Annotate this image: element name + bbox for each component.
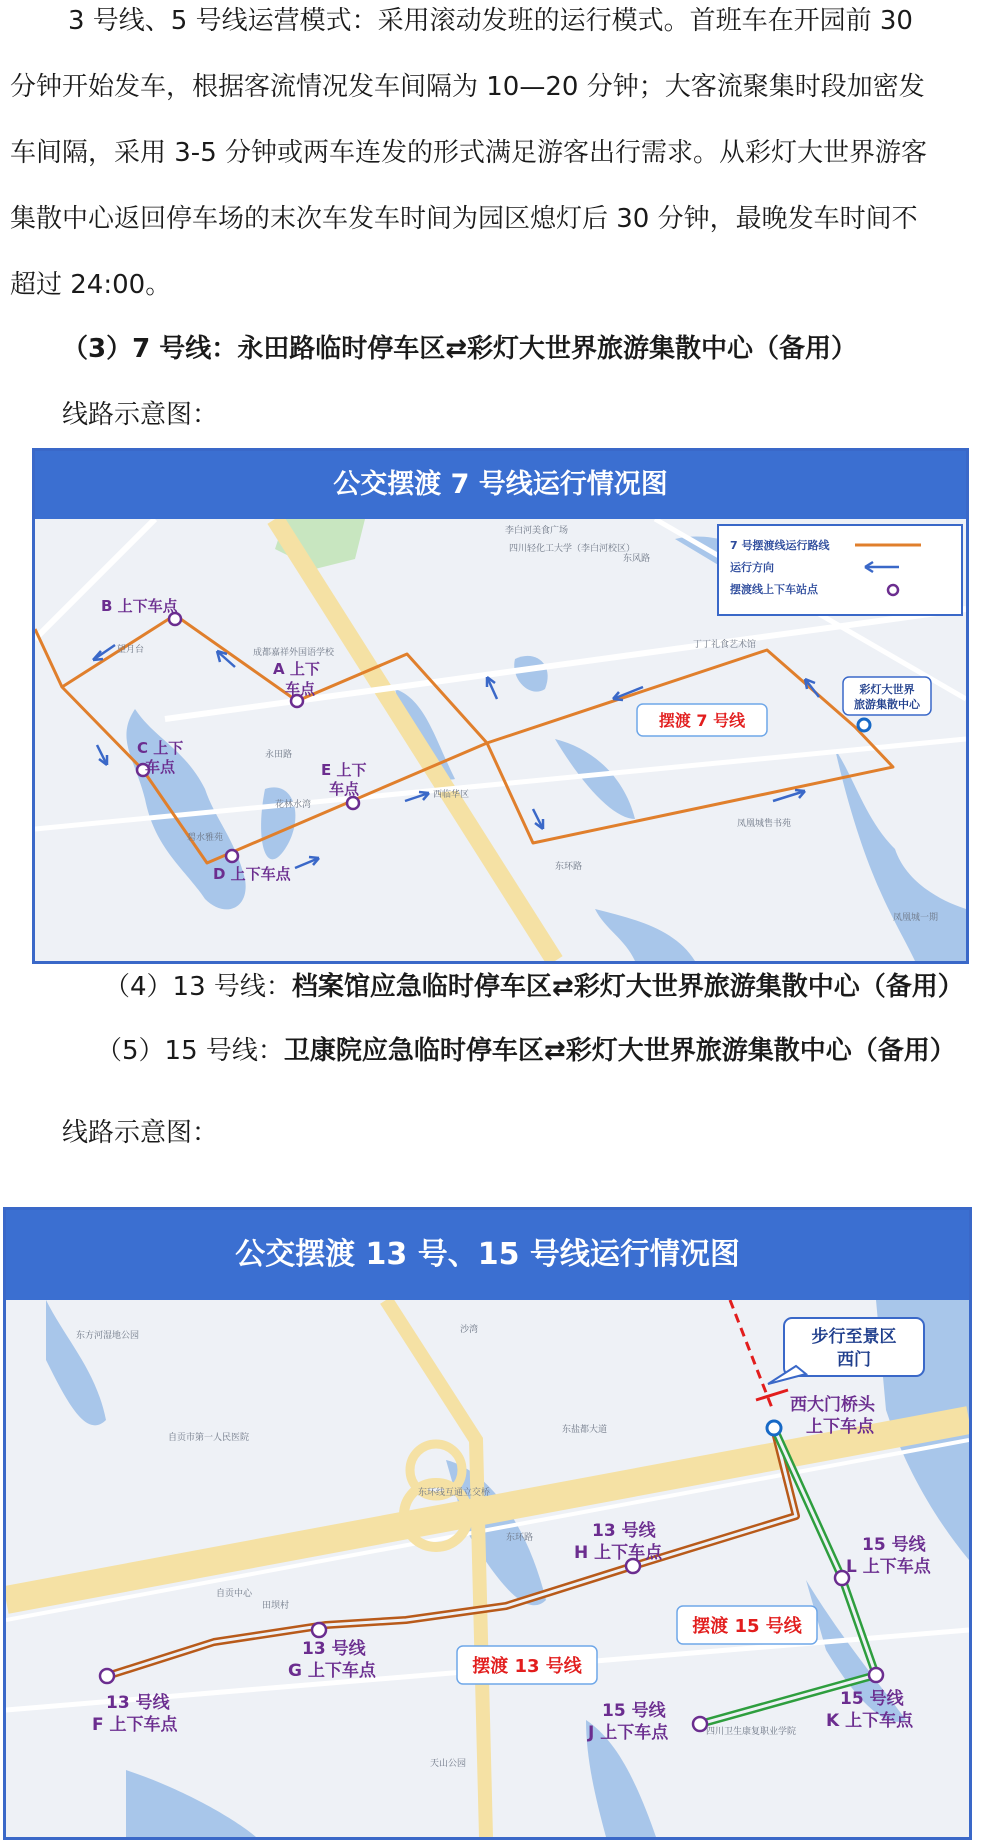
map-label: 东风路 — [623, 554, 651, 564]
stop-j-label: J 上下车点 — [588, 1723, 669, 1743]
gate-stop-label: 上下车点 — [806, 1417, 874, 1437]
map-label: 四川卫生康复职业学院 — [706, 1727, 797, 1737]
stop-a-label: A 上下 — [273, 660, 320, 678]
stop-g-marker[interactable] — [312, 1623, 326, 1637]
stop-center-marker[interactable] — [858, 719, 870, 731]
map-line13-15-canvas — [6, 1300, 969, 1837]
map-label: 东环路 — [506, 1533, 534, 1543]
line7-prefix: （3）7 号线： — [62, 334, 238, 364]
legend-stop-label: 摆渡线上下车站点 — [730, 583, 818, 596]
stop-c-label: 车点 — [145, 758, 176, 776]
map-title: 公交摆渡 13 号、15 号线运行情况图 — [6, 1210, 969, 1300]
line15-route: 卫康院应急临时停车区⇄彩灯大世界旅游集散中心（备用） — [283, 1036, 956, 1066]
map-label: 沙湾 — [460, 1325, 479, 1335]
map-line7-canvas — [35, 519, 966, 961]
route13-label: 摆渡 13 号线 — [472, 1656, 582, 1677]
stop-f-marker[interactable] — [100, 1669, 114, 1683]
map-label: 李白河美食广场 — [505, 526, 569, 536]
stop-circle-icon — [888, 585, 898, 595]
stop-h-label: 13 号线 — [592, 1521, 656, 1541]
stop-e-label: 车点 — [329, 780, 360, 798]
map-label: 四川轻化工大学（李白河校区） — [509, 544, 636, 554]
legend-route-label: 7 号摆渡线运行路线 — [730, 539, 830, 552]
intro-line: 超过 24:00。 — [10, 270, 172, 300]
line7-route: 永田路临时停车区⇄彩灯大世界旅游集散中心（备用） — [237, 334, 858, 364]
legend-direction-label: 运行方向 — [730, 561, 774, 574]
map-label: 东环线互通立交桥 — [418, 1488, 491, 1498]
line7-heading — [62, 328, 857, 365]
intro-line: 3 号线、5 号线运营模式：采用滚动发班的运行模式。首班车在开园前 30 — [68, 6, 913, 36]
stop-l-label: L 上下车点 — [846, 1557, 931, 1577]
map-label: 自贡中心 — [216, 1589, 253, 1599]
diagram-label: 线路示意图： — [62, 1118, 219, 1148]
stop-c-label: C 上下 — [137, 739, 184, 757]
stop-e-label: E 上下 — [321, 761, 367, 779]
stop-a-label: 车点 — [285, 680, 316, 698]
map-label: 东盐都大道 — [562, 1425, 608, 1435]
map-label: 东方河湿地公园 — [76, 1331, 140, 1341]
route-label: 摆渡 7 号线 — [658, 711, 746, 730]
stop-f-label: F 上下车点 — [92, 1715, 178, 1735]
map-label: 成都嘉祥外国语学校 — [253, 648, 335, 658]
map-label: 东环路 — [555, 862, 583, 872]
map-label: 天山公园 — [430, 1759, 467, 1769]
stop-g-label: G 上下车点 — [288, 1661, 376, 1681]
gate-stop-label: 西大门桥头 — [790, 1395, 875, 1415]
map-label: 自贡市第一人民医院 — [168, 1433, 250, 1443]
map-line13-15 — [3, 1207, 972, 1840]
intro-line: 分钟开始发车，根据客流情况发车间隔为 10—20 分钟；大客流聚集时段加密发 — [10, 72, 925, 102]
stop-l-label: 15 号线 — [862, 1535, 926, 1555]
map-label: 望月台 — [117, 645, 145, 655]
route15-label: 摆渡 15 号线 — [692, 1616, 802, 1637]
stop-j-marker[interactable] — [693, 1717, 707, 1731]
map-label: 丁丁礼食艺术馆 — [693, 640, 757, 650]
stop-d-label: D 上下车点 — [213, 865, 291, 883]
stop-f-label: 13 号线 — [106, 1693, 170, 1713]
stop-k-label: K 上下车点 — [826, 1711, 914, 1731]
stop-j-label: 15 号线 — [602, 1701, 666, 1721]
map-label: 凤凰城售书苑 — [737, 819, 792, 829]
intro-line: 车间隔，采用 3-5 分钟或两车连发的形式满足游客出行需求。从彩灯大世界游客 — [10, 138, 927, 168]
stop-d-marker[interactable] — [226, 850, 238, 862]
map-label: 花林水湾 — [275, 800, 312, 810]
line15-heading — [96, 1030, 956, 1067]
stop-g-label: 13 号线 — [302, 1639, 366, 1659]
walk-label: 步行至景区 — [811, 1327, 897, 1347]
stop-b-label: B 上下车点 — [101, 597, 178, 615]
walk-label: 西门 — [837, 1350, 871, 1370]
intro-line: 集散中心返回停车场的末次车发车时间为园区熄灯后 30 分钟，最晚发车时间不 — [10, 204, 918, 234]
line13-heading — [104, 966, 964, 1003]
map-label: 碧水雅苑 — [187, 833, 224, 843]
stop-gate-marker[interactable] — [767, 1421, 781, 1435]
map-label: 西临华区 — [433, 790, 470, 800]
center-label: 彩灯大世界 — [859, 683, 915, 696]
line15-prefix: （5）15 号线： — [96, 1036, 284, 1066]
stop-k-label: 15 号线 — [840, 1689, 904, 1709]
stop-e-marker[interactable] — [347, 797, 359, 809]
diagram-label: 线路示意图： — [62, 400, 219, 430]
line13-prefix: （4）13 号线： — [104, 972, 292, 1002]
intro-paragraph — [10, 0, 985, 318]
center-label: 旅游集散中心 — [854, 698, 920, 711]
map-label: 凤凰城一期 — [893, 913, 939, 923]
map-label: 田坝村 — [262, 1601, 290, 1611]
map-title: 公交摆渡 7 号线运行情况图 — [35, 451, 966, 519]
line13-route: 档案馆应急临时停车区⇄彩灯大世界旅游集散中心（备用） — [291, 972, 964, 1002]
map-label: 永田路 — [265, 750, 293, 760]
stop-k-marker[interactable] — [869, 1668, 883, 1682]
map-line7 — [32, 448, 969, 964]
stop-h-label: H 上下车点 — [574, 1543, 663, 1563]
